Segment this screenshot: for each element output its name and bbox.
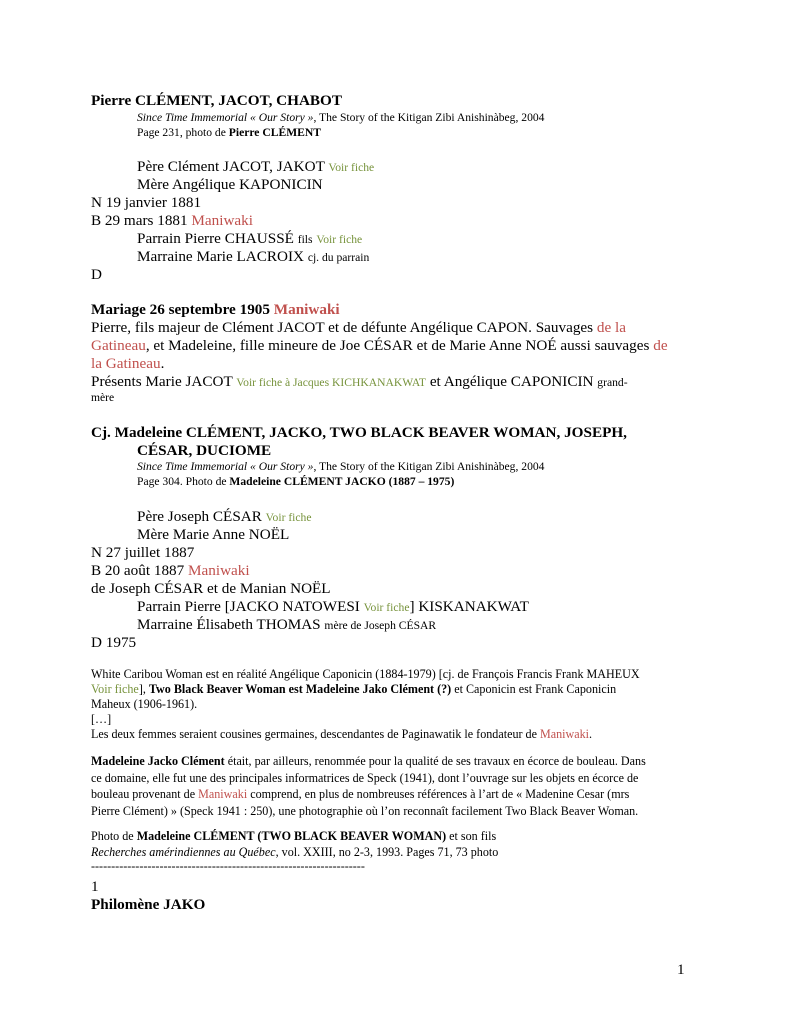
voir-fiche-link[interactable]: Voir fiche xyxy=(91,682,139,696)
marriage-heading: Mariage 26 septembre 1905 Maniwaki xyxy=(91,301,340,318)
marriage-text-line3: la Gatineau. xyxy=(91,355,165,372)
note-cousins: Les deux femmes seraient cousines germaines, descendantes de Paginawatik le fondateur de Maniwaki. xyxy=(91,727,593,741)
spouse-heading: Cj. Madeleine CLÉMENT, JACKO, TWO BLACK BEAVER WOMAN, JOSEPH, xyxy=(91,424,627,441)
note-line1: White Caribou Woman est en réalité Angélique Caponicin (1884-1979) [cj. de François Francis Frank MAHEUX xyxy=(91,667,640,681)
page-number: 1 xyxy=(677,961,685,978)
source-citation: Since Time Immemorial « Our Story », The Story of the Kitigan Zibi Anishinàbeg, 2004 xyxy=(137,111,545,124)
place-link[interactable]: Maniwaki xyxy=(540,727,590,741)
voir-fiche-link[interactable]: Voir fiche xyxy=(328,161,375,174)
mother-line: Mère Angélique KAPONICIN xyxy=(137,176,323,193)
person-heading: Pierre CLÉMENT, JACOT, CHABOT xyxy=(91,92,342,109)
godfather-line: Parrain Pierre CHAUSSÉ fils Voir fiche xyxy=(137,230,363,247)
place-link[interactable]: Maniwaki xyxy=(273,301,340,318)
death-line: D 1975 xyxy=(91,634,137,651)
photo-caption: Photo de Madeleine CLÉMENT (TWO BLACK BEAVER WOMAN) et son fils xyxy=(91,829,497,843)
photo-reference: Page 231, photo de Pierre CLÉMENT xyxy=(137,126,321,139)
father-line: Père Joseph CÉSAR Voir fiche xyxy=(137,508,312,525)
baptism-line: B 20 août 1887 Maniwaki xyxy=(91,562,250,579)
next-entry-heading: Philomène JAKO xyxy=(91,896,206,913)
photo-reference: Page 304. Photo de Madeleine CLÉMENT JACKO (1887 – 1975) xyxy=(137,475,455,488)
note-line3: Maheux (1906-1961). xyxy=(91,697,198,711)
voir-fiche-link[interactable]: Voir fiche xyxy=(316,233,363,246)
witnesses-line: Présents Marie JACOT Voir fiche à Jacques KICHKANAKWAT et Angélique CAPONICIN grand- xyxy=(91,373,628,390)
place-link[interactable]: Maniwaki xyxy=(188,562,250,579)
mother-line: Mère Marie Anne NOËL xyxy=(137,526,290,543)
separator: -------------------------------------------------------------------- xyxy=(91,859,365,873)
note-line2: Voir fiche], Two Black Beaver Woman est Madeleine Jako Clément (?) et Caponicin est Frank Caponicin xyxy=(91,682,617,696)
marriage-text-line2: Gatineau, et Madeleine, fille mineure de Joe CÉSAR et de Marie Anne NOÉ aussi sauvages de xyxy=(91,337,668,354)
parents-line: de Joseph CÉSAR et de Manian NOËL xyxy=(91,580,331,597)
voir-fiche-link[interactable]: Voir fiche xyxy=(265,511,312,524)
place-link[interactable]: Maniwaki xyxy=(191,212,253,229)
baptism-line: B 29 mars 1881 Maniwaki xyxy=(91,212,253,229)
marriage-text-line1: Pierre, fils majeur de Clément JACOT et de défunte Angélique CAPON. Sauvages de la xyxy=(91,319,626,336)
next-entry-number: 1 xyxy=(91,878,99,895)
godmother-line: Marraine Élisabeth THOMAS mère de Joseph CÉSAR xyxy=(137,616,437,633)
birth-line: N 19 janvier 1881 xyxy=(91,194,202,211)
spouse-heading-cont: CÉSAR, DUCIOME xyxy=(137,442,272,459)
place-link[interactable]: Maniwaki xyxy=(198,787,248,801)
death-line: D xyxy=(91,266,102,283)
note-paragraph: Madeleine Jacko Clément était, par ailleurs, renommée pour la qualité de ses travaux en écorce de bouleau. Dans ce domaine, elle fut une des principales informatrices de Speck (1941), dont l’ouvrage sur les objets en écorce de bouleau provenant de Maniwaki comprend, en plus de nombreuses références à l’art de « Madenine Cesar (mrs Pierre Clément) » (Speck 1941 : 250), une photographie où l’on reconnaît facilement Two Black Beaver Woman. xyxy=(91,754,646,818)
journal-reference: Recherches amérindiennes au Québec, vol. XXIII, no 2-3, 1993. Pages 71, 73 photo xyxy=(91,845,499,859)
godmother-line: Marraine Marie LACROIX cj. du parrain xyxy=(137,248,370,265)
witnesses-line-cont: mère xyxy=(91,391,115,404)
voir-fiche-link[interactable]: Voir fiche xyxy=(363,601,410,614)
voir-fiche-link[interactable]: Voir fiche à Jacques KICHKANAKWAT xyxy=(236,376,427,389)
birth-line: N 27 juillet 1887 xyxy=(91,544,195,561)
source-citation: Since Time Immemorial « Our Story », The Story of the Kitigan Zibi Anishinàbeg, 2004 xyxy=(137,460,545,473)
ellipsis: […] xyxy=(91,712,112,726)
father-line: Père Clément JACOT, JAKOT Voir fiche xyxy=(137,158,375,175)
godfather-line: Parrain Pierre [JACKO NATOWESI Voir fiche] KISKANAKWAT xyxy=(137,598,529,615)
